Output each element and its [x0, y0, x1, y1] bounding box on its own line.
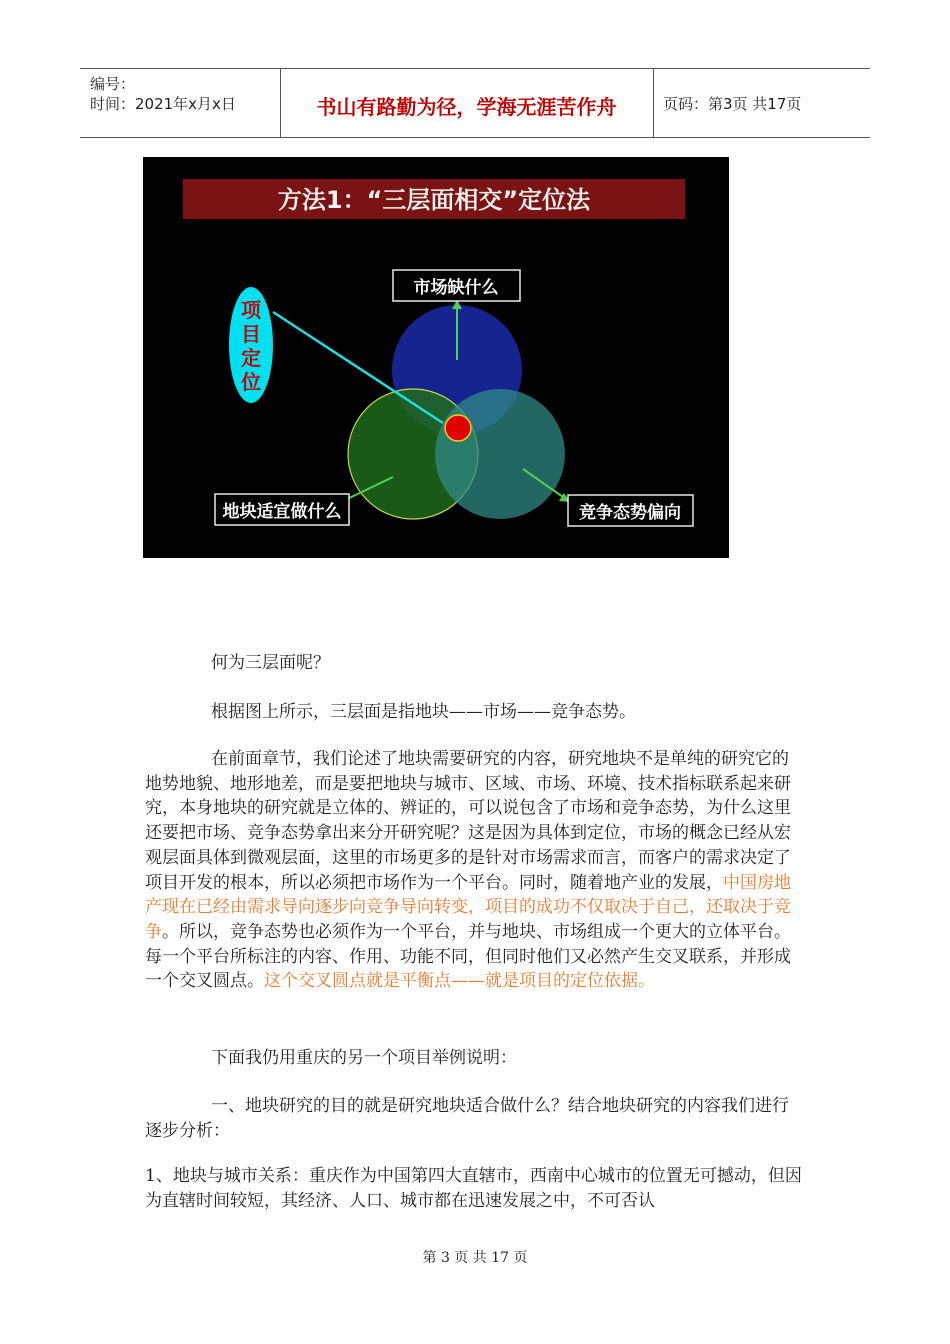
- analysis-highlight-2: 这个交叉圆点就是平衡点——就是项目的定位依据。: [264, 971, 655, 992]
- header-page-info: 页码：第3页 共17页: [663, 95, 802, 113]
- header-motto-cell: [280, 69, 654, 137]
- city-relation-paragraph: 1、地块与城市关系：重庆作为中国第四大直辖市，西南中心城市的位置无可撼动，但因为直辖时间较短，其经济、人口、城市都在迅速发展之中，不可否认: [145, 1166, 802, 1211]
- example-intro-paragraph: 下面我仍用重庆的另一个项目举例说明：: [211, 1048, 517, 1068]
- header-meta-cell: [80, 69, 281, 137]
- project-label-char-2: 目: [241, 322, 261, 346]
- analysis-text-part-2: 。所以，竞争态势也必须作为一个平台，并与地块、市场组成一个更大的立体平台。每一个平台所标注的内容、作用、功能不同，但同时他们又必然产生交叉联系，并形成一个交叉圆点。: [145, 921, 791, 992]
- analysis-paragraph: [145, 747, 805, 994]
- land-research-paragraph: 一、地块研究的目的就是研究地块适合做什么？结合地块研究的内容我们进行逐步分析：: [145, 1096, 789, 1141]
- project-label-char-4: 位: [241, 370, 261, 394]
- definition-paragraph: 根据图上所示，三层面是指地块——市场——竞争态势。: [211, 702, 636, 722]
- three-layer-diagram: [143, 157, 729, 558]
- diagram-title: 方法1：“三层面相交”定位法: [277, 186, 591, 214]
- competition-label: 竞争态势偏向: [579, 503, 681, 523]
- page-footer: 第 3 页 共 17 页: [422, 1250, 528, 1266]
- land-label: 地块适宜做什么: [222, 502, 342, 522]
- market-label: 市场缺什么: [413, 278, 499, 298]
- question-paragraph: 何为三层面呢？: [211, 653, 330, 673]
- project-label-char-3: 定: [241, 346, 261, 370]
- document-date-label: 时间：2021年x月x日: [90, 95, 236, 113]
- analysis-highlight-1: 中国房地产现在已经由需求导向逐步向竞争导向转变，项目的成功不仅取决于自己，还取决于竞争: [145, 872, 791, 942]
- header-motto: 书山有路勤为径，学海无涯苦作舟: [316, 95, 617, 119]
- competition-circle: [435, 389, 565, 519]
- diagram-svg: [143, 157, 729, 558]
- document-number-label: 编号：: [90, 75, 136, 93]
- analysis-text-part-1: 在前面章节，我们论述了地块需要研究的内容，研究地块不是单纯的研究它的地势地貌、地形地差，而是要把地块与城市、区域、市场、环境、技术指标联系起来研究，本身地块的研究就是立体的、辨证的，可以说包含了市场和竞争态势，为什么这里还要把市场、竞争态势拿出来分开研究呢？这是因为具体到定位，市场的概念已经从宏观层面具体到微观层面，这里的市场更多的是针对市场需求而言，而客户的需求决定了项目开发的根本，所以必须把市场作为一个平台。同时，随着地产业的发展，: [145, 749, 791, 893]
- project-label-char-1: 项: [241, 298, 261, 322]
- header-page-cell: [653, 69, 870, 137]
- intersection-dot: [445, 415, 471, 441]
- page-header: [80, 68, 870, 138]
